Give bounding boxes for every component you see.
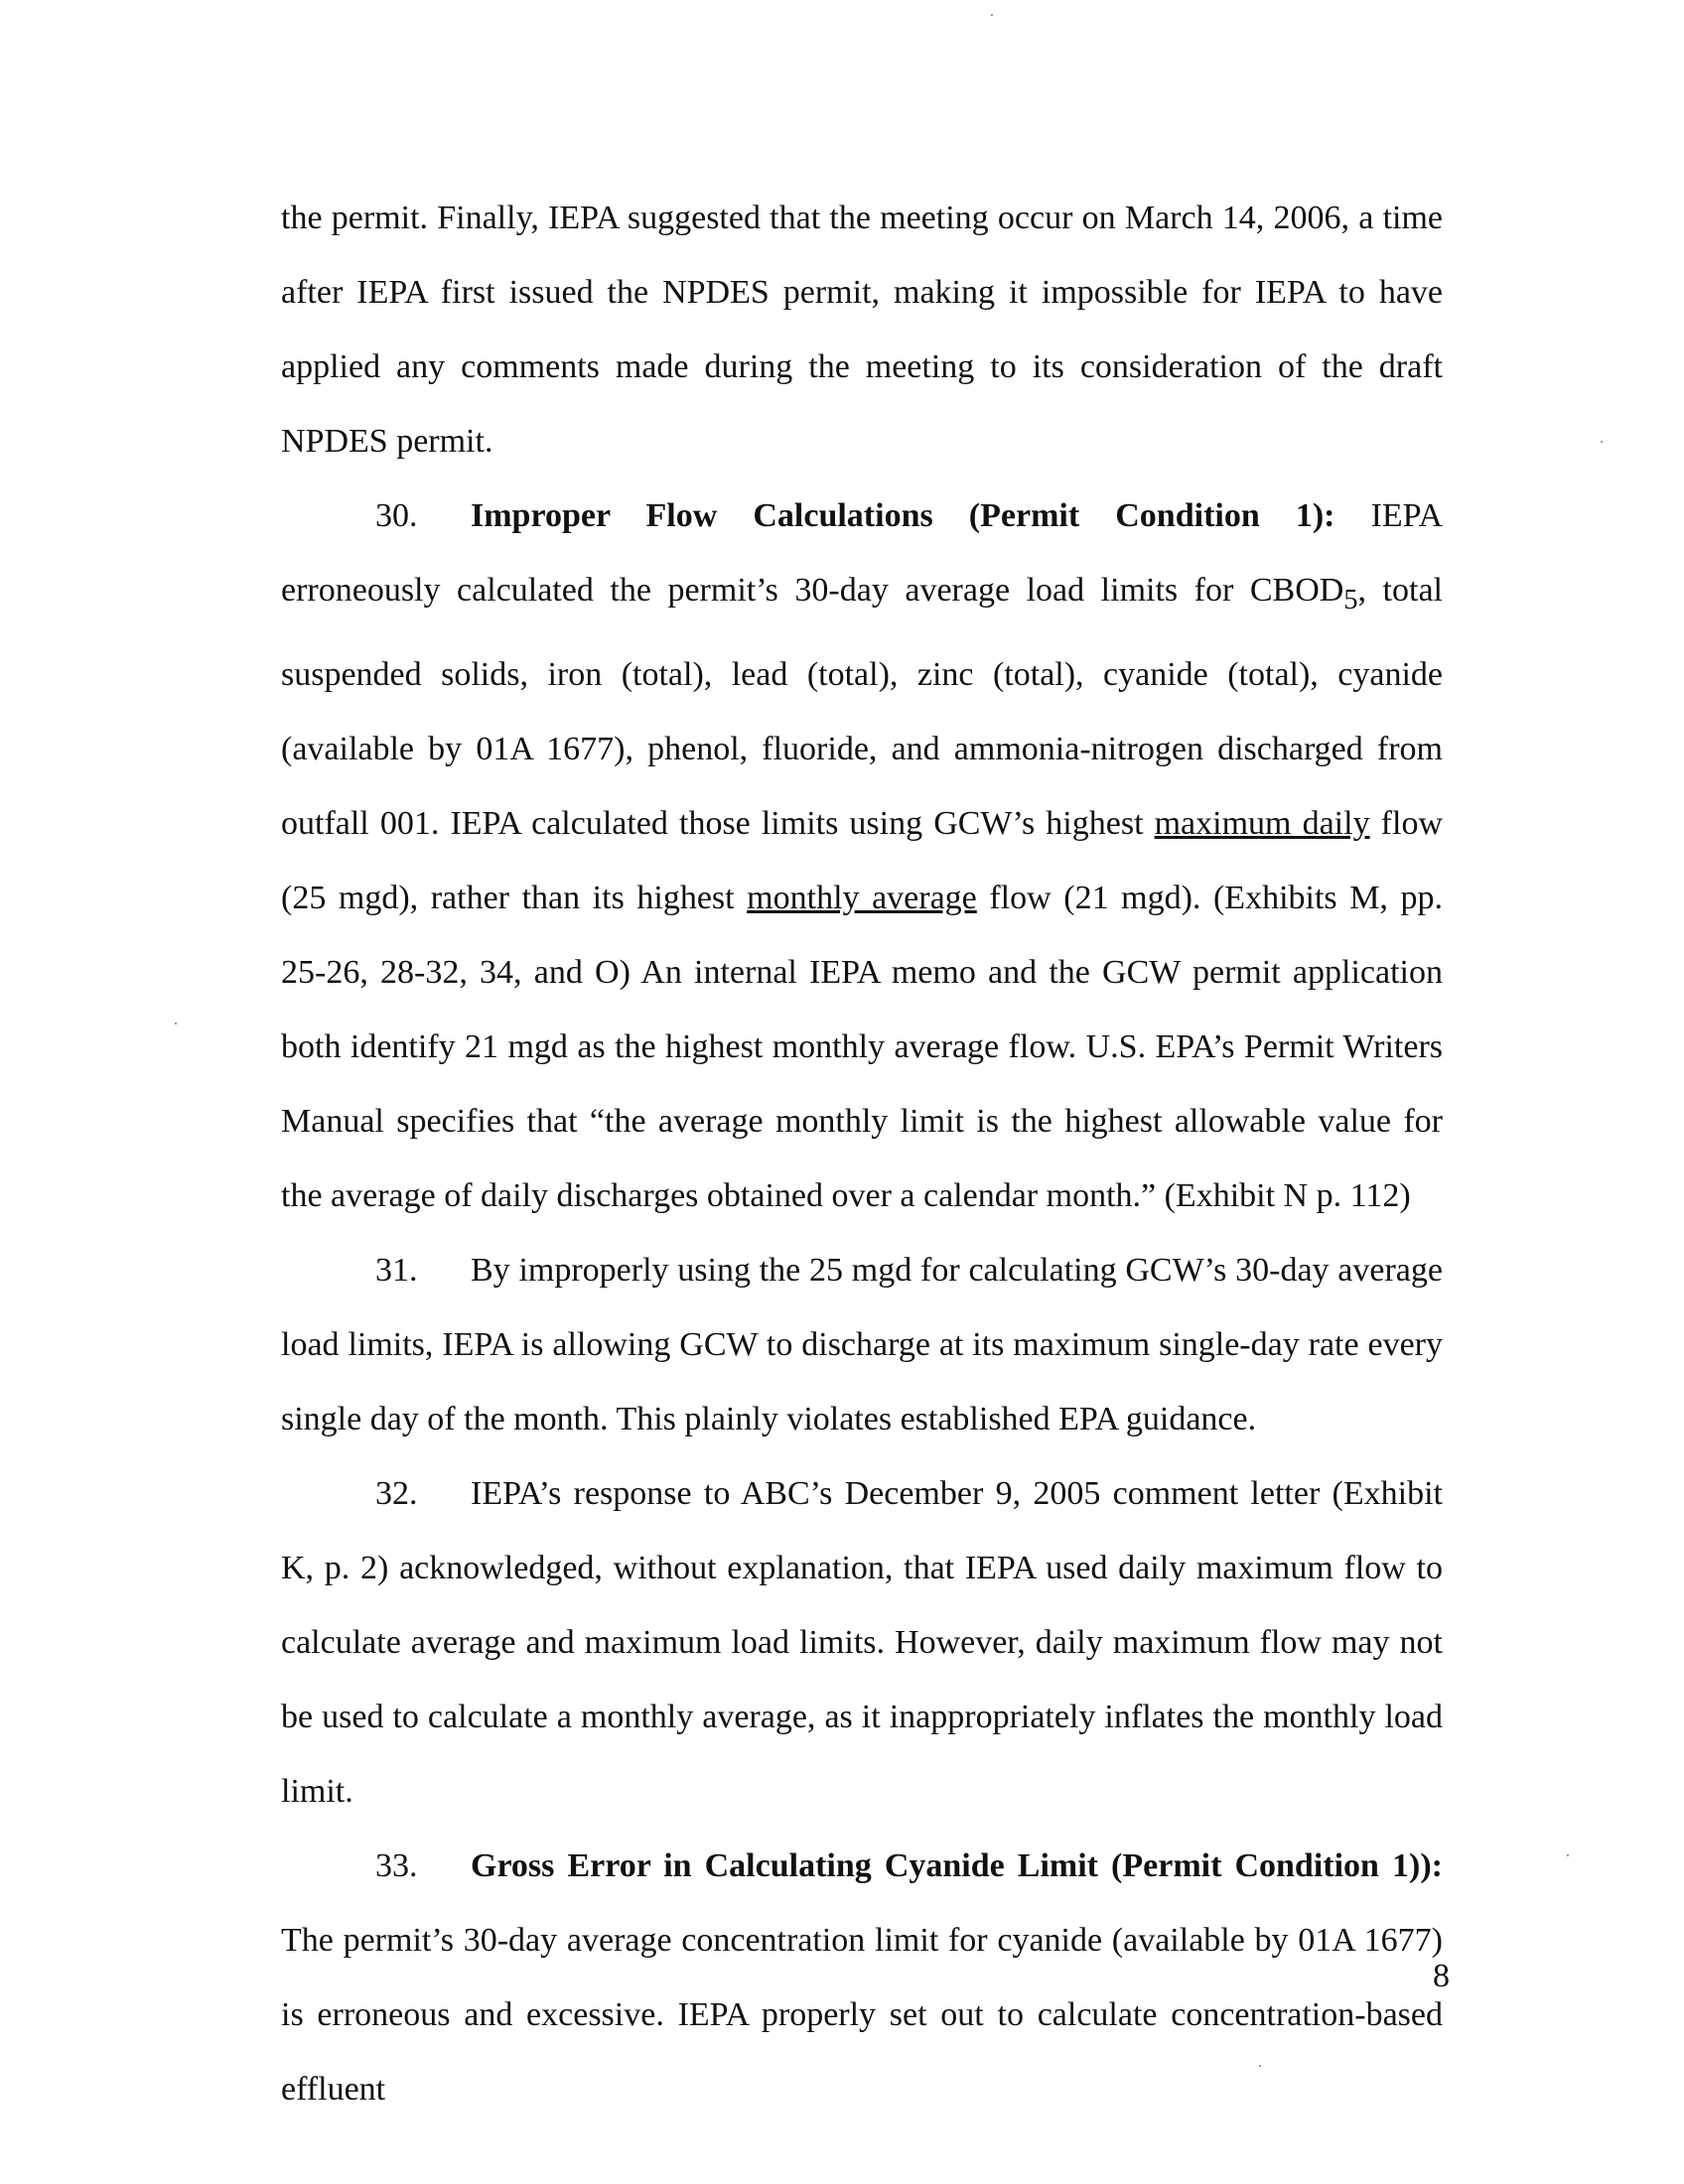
subscript-text: 5 — [1343, 584, 1358, 615]
paragraph-text: IEPA’s response to ABC’s December 9, 2005 comment letter (Exhibit K, p. 2) acknowledged, without explanation, that IEPA used daily maximum flow to calculate average and maximum load limits. However, daily maximum flow may not be used to calculate a monthly average, as it inappropriately inflates the monthly load limit. — [281, 1474, 1443, 1810]
document-body — [281, 181, 1443, 2126]
underlined-text: maximum daily — [1154, 804, 1370, 842]
paragraph-number: 30. — [375, 497, 418, 534]
paragraph-30 — [281, 478, 1443, 1233]
scan-speck — [1567, 1854, 1569, 1856]
page-number: 8 — [1433, 1958, 1450, 1994]
paragraph-text: By improperly using the 25 mgd for calculating GCW’s 30-day average load limits, IEPA is allowing GCW to discharge at its maximum single-day rate every single day of the month. This plainly violates established EPA guidance. — [281, 1251, 1443, 1437]
intro-paragraph: the permit. Finally, IEPA suggested that the meeting occur on March 14, 2006, a time after IEPA first issued the NPDES permit, making it impossible for IEPA to have applied any comments made during the meeting to its consideration of the draft NPDES permit. — [281, 200, 1443, 460]
paragraph-text: IEPA erroneously calculated the permit’s 30-day average load limits for CBOD — [281, 497, 1444, 609]
paragraph-text: flow (21 mgd). (Exhibits M, pp. 25-26, 28-32, 34, and O) An internal IEPA memo and the GCW permit application both identify 21 mgd as the highest monthly average flow. U.S. EPA’s Permit Writers Manual specifies that “the average monthly limit is the highest allowable value for the average of daily discharges obtained over a calendar month.” (Exhibit N p. 112) — [281, 879, 1444, 1214]
paragraph-text: The permit’s 30-day average concentration limit for cyanide (available by 01A 1677) is erroneous and excessive. IEPA properly set out to calculate concentration-based effluent — [281, 1921, 1443, 2108]
paragraph-number: 31. — [375, 1251, 418, 1289]
paragraph-text: flow (25 mgd), rather than its highest — [281, 804, 1443, 916]
paragraph-number: 33. — [375, 1846, 418, 1884]
paragraph-text: , total suspended solids, iron (total), lead (total), zinc (total), cyanide (total), cyanide (available by 01A 1677), phenol, fluoride, and ammonia-nitrogen discharged from outfall 001. IEPA calculated those limits using GCW’s highest — [281, 572, 1443, 842]
scan-speck — [175, 1023, 177, 1024]
paragraph-33 — [281, 1829, 1443, 2126]
paragraph-32 — [281, 1456, 1443, 1829]
scan-speck — [1601, 441, 1603, 443]
scan-speck — [1259, 2065, 1261, 2067]
paragraph-31 — [281, 1233, 1443, 1456]
underlined-text: monthly average — [747, 879, 977, 916]
paragraph-heading: Gross Error in Calculating Cyanide Limit (Permit Condition 1)): — [471, 1846, 1443, 1884]
paragraph-heading: Improper Flow Calculations (Permit Condition 1): — [471, 497, 1335, 534]
scan-speck — [991, 14, 993, 16]
paragraph-number: 32. — [375, 1474, 418, 1512]
